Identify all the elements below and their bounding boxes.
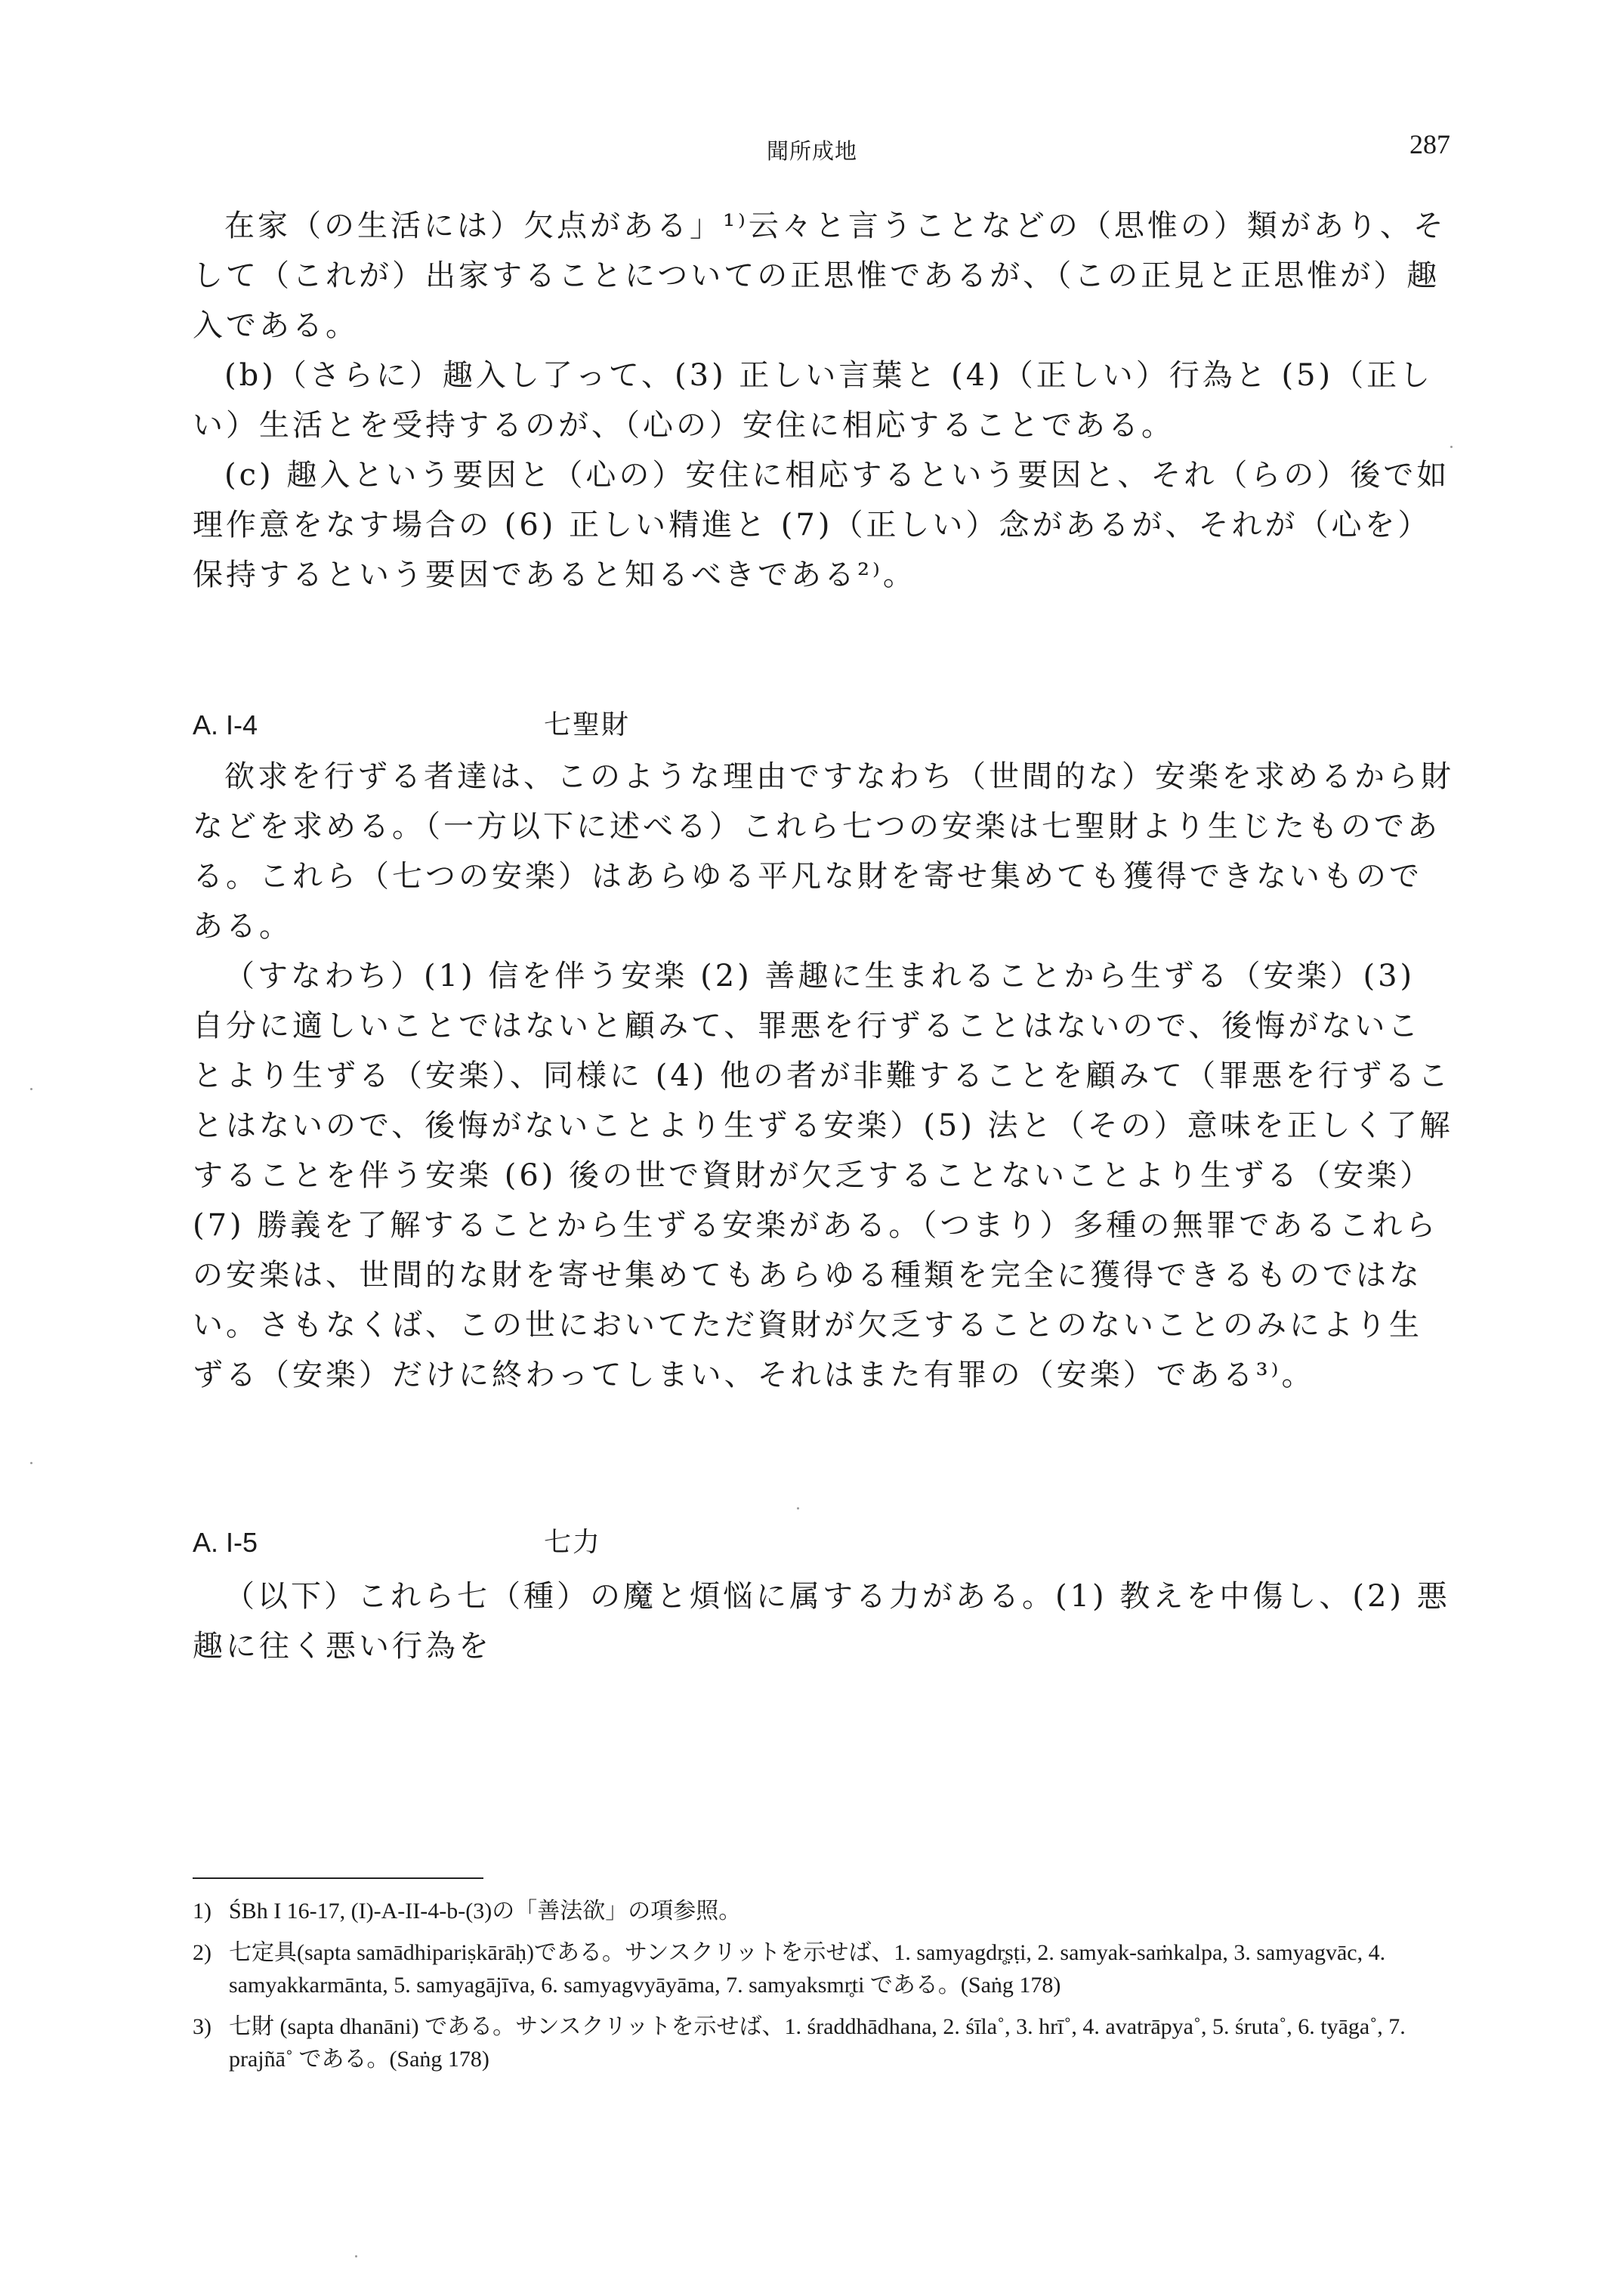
scan-speck xyxy=(355,2255,357,2257)
footnote-text: 七財 (sapta dhanāni) である。サンスクリットを示せば、1. śraddhādhana, 2. śīla˚, 3. hrī˚, 4. avatrāpya˚, 5. śruta˚, 6. tyāga˚, 7. prajñā˚ である。(Saṅg 178) xyxy=(229,2014,1406,2072)
paragraph: 在家（の生活には）欠点がある」¹⁾云々と言うことなどの（思惟の）類があり、そして（これが）出家することについての正思惟であるが、（この正見と正思惟が）趣入である。 xyxy=(193,209,1446,343)
section-title: 七聖財 xyxy=(544,709,631,740)
paragraph: 欲求を行ずる者達は、このような理由ですなわち（世間的な）安楽を求めるから財などを求める。（一方以下に述べる）これら七つの安楽は七聖財より生じたものである。これら（七つの安楽）はあらゆる平凡な財を寄せ集めても獲得できないものである。 xyxy=(193,759,1454,944)
page-number: 287 xyxy=(1409,129,1450,159)
running-title: 聞所成地 xyxy=(766,138,857,164)
footnote xyxy=(193,2010,1454,2075)
paragraph: （すなわち）(1) 信を伴う安楽 (2) 善趣に生まれることから生ずる（安楽）(3) 自分に適しいことではないと顧みて、罪悪を行ずることはないので、後悔がないことより生ずる（安楽）、同様に (4) 他の者が非難することを顧みて（罪悪を行ずることはないので、後悔がないことより生ずる安楽）(5) 法と（その）意味を正しく了解することを伴う安楽 (6) 後の世で資財が欠乏することないことより生ずる（安楽）(7) 勝義を了解することから生ずる安楽がある。（つまり）多種の無罪であるこれらの安楽は、世間的な財を寄せ集めてもあらゆる種類を完全に獲得できるものではない。さもなくば、この世においてただ資財が欠乏することのないことのみにより生ずる（安楽）だけに終わってしまい、それはまた有罪の（安楽）である³⁾。 xyxy=(193,959,1453,1392)
footnote-text: ŚBh I 16-17, (I)-A-II-4-b-(3)の「善法欲」の項参照。 xyxy=(229,1899,742,1924)
scan-speck xyxy=(797,1507,799,1510)
intro-section xyxy=(193,201,1454,600)
section-heading-a15 xyxy=(193,1524,1454,1562)
footnote xyxy=(193,1895,1454,1927)
section-title: 七力 xyxy=(544,1527,602,1558)
section-a15-body xyxy=(193,1571,1454,1671)
footnote-text: 七定具(sapta samādhipariṣkārāḥ)である。サンスクリットを示せば、1. samyagdr̥ṣṭi, 2. samyak-saṁkalpa, 3. samyagvāc, 4. samyakkarmānta, 5. samyagājīva, 6. samyagvyāyāma, 7. samyaksmr̥ti である。(Saṅg 178) xyxy=(229,1940,1386,1998)
footnotes xyxy=(193,1895,1454,2084)
footnote-divider xyxy=(193,1877,483,1879)
scan-speck xyxy=(30,1088,32,1090)
section-number: A. I-4 xyxy=(193,709,258,740)
paragraph: （以下）これら七（種）の魔と煩悩に属する力がある。(1) 教えを中傷し、(2) 悪趣に往く悪い行為を xyxy=(193,1579,1450,1664)
scan-speck xyxy=(1450,446,1453,448)
footnote xyxy=(193,1936,1454,2001)
paragraph: (b)（さらに）趣入し了って、(3) 正しい言葉と (4)（正しい）行為と (5)（正しい）生活とを受持するのが、（心の）安住に相応することである。 xyxy=(193,358,1434,443)
section-a14-body xyxy=(193,752,1454,1400)
scan-speck xyxy=(30,1462,32,1464)
paragraph: (c) 趣入という要因と（心の）安住に相応するという要因と、それ（らの）後で如理作意をなす場合の (6) 正しい精進と (7)（正しい）念があるが、それが（心を）保持するという要因であると知るべきである²⁾。 xyxy=(193,458,1450,592)
section-heading-a14 xyxy=(193,706,1454,744)
footnote-number: 3) xyxy=(193,2014,211,2039)
footnote-number: 2) xyxy=(193,1940,211,1965)
section-number: A. I-5 xyxy=(193,1527,258,1558)
footnote-number: 1) xyxy=(193,1899,211,1924)
